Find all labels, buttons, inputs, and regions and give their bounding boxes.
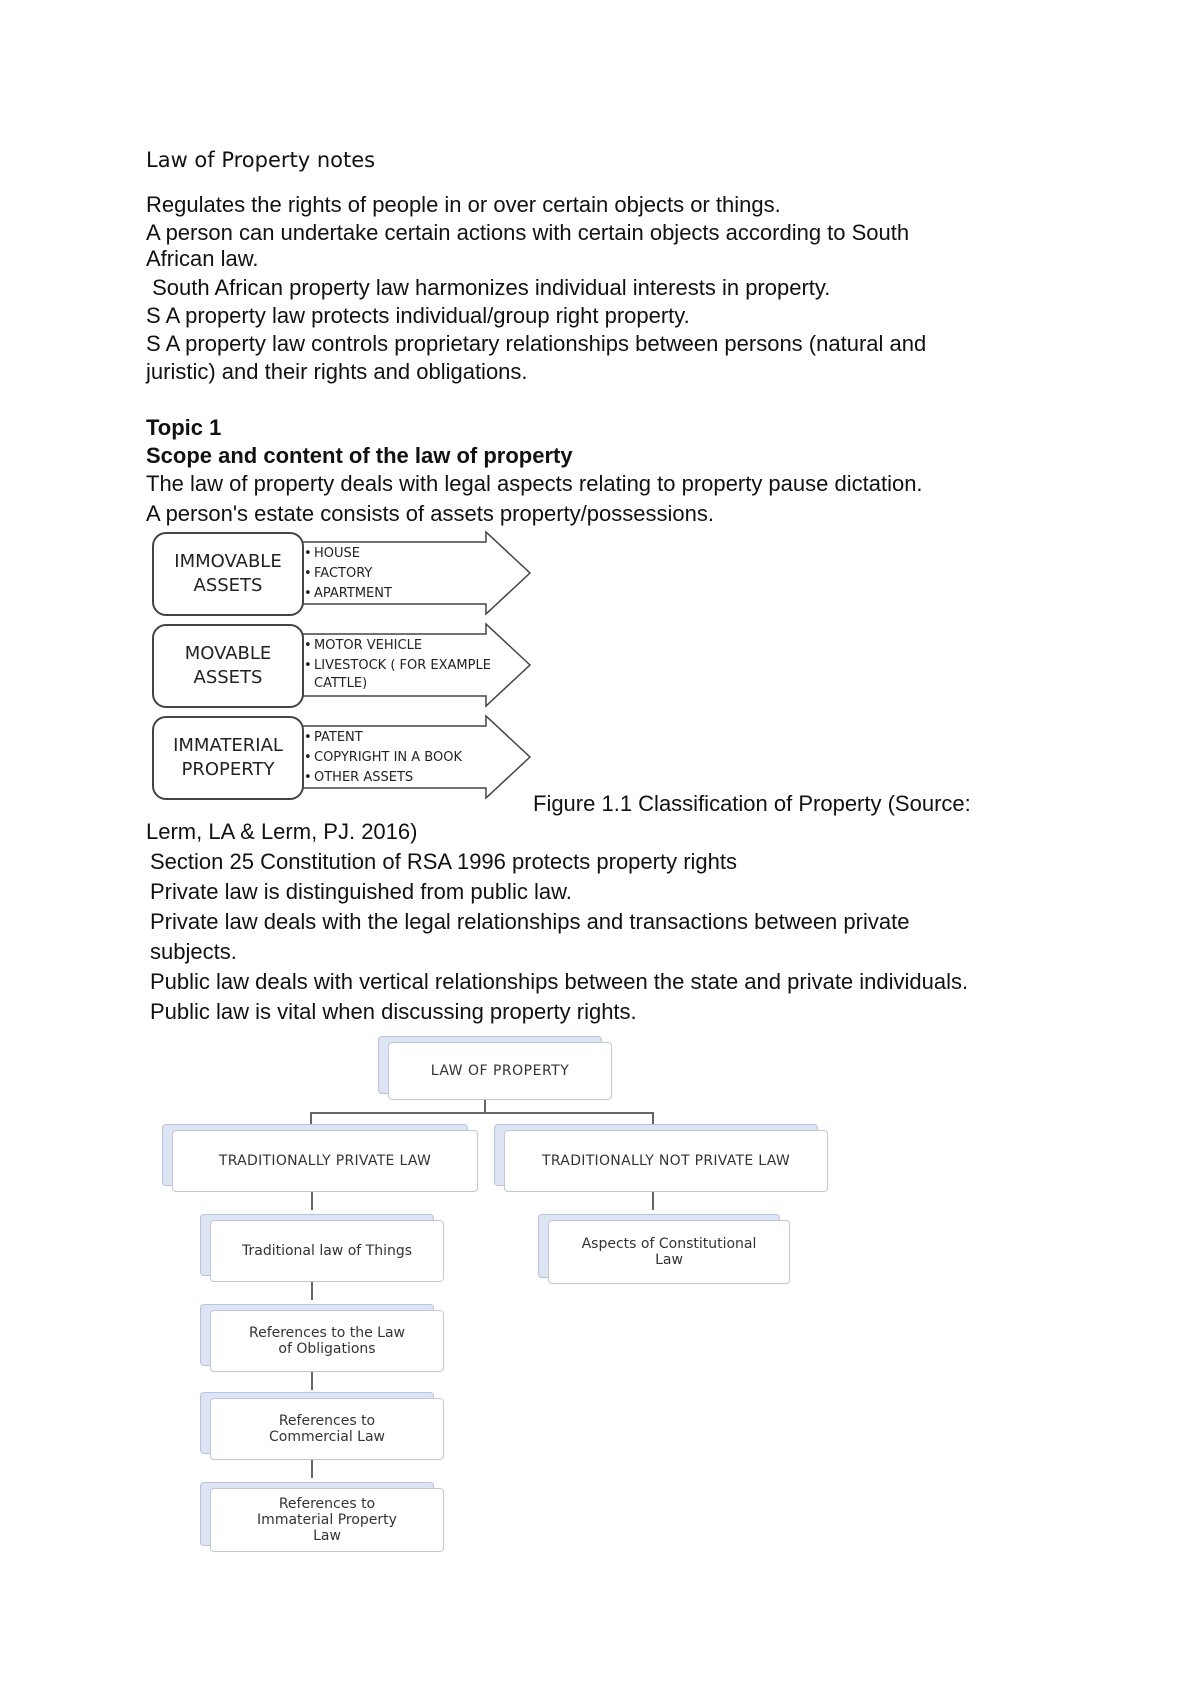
connector xyxy=(311,1280,313,1300)
connector xyxy=(311,1458,313,1478)
hierarchy-leaf: Aspects of Constitutional Law xyxy=(548,1220,790,1284)
connector xyxy=(484,1098,486,1112)
classification-row-immaterial xyxy=(150,714,535,800)
hierarchy-branch-private: TRADITIONALLY PRIVATE LAW xyxy=(172,1130,478,1192)
classification-items xyxy=(304,544,392,604)
classification-item: • PATENT xyxy=(304,730,363,745)
classification-label: MOVABLE ASSETS xyxy=(152,624,304,708)
body-line: Public law deals with vertical relationships between the state and private individuals. xyxy=(150,969,969,994)
hierarchy-branch-not-private: TRADITIONALLY NOT PRIVATE LAW xyxy=(504,1130,828,1192)
classification-item: • LIVESTOCK ( FOR EXAMPLE xyxy=(304,658,491,673)
intro-line: juristic) and their rights and obligations. xyxy=(146,359,528,384)
figure-caption-continued: Lerm, LA & Lerm, PJ. 2016) xyxy=(146,819,418,844)
classification-row-immovable xyxy=(150,530,535,616)
intro-line: African law. xyxy=(146,246,259,271)
connector xyxy=(311,1370,313,1390)
topic-heading: Scope and content of the law of property xyxy=(146,443,573,468)
body-line: Section 25 Constitution of RSA 1996 protects property rights xyxy=(150,849,737,874)
body-line: Private law is distinguished from public law. xyxy=(150,879,572,904)
classification-item: • MOTOR VEHICLE xyxy=(304,638,423,653)
intro-line: South African property law harmonizes individual interests in property. xyxy=(146,275,831,300)
classification-items xyxy=(304,636,491,694)
intro-line: A person can undertake certain actions with certain objects according to South xyxy=(146,220,910,245)
classification-item: • APARTMENT xyxy=(304,586,392,601)
classification-label: IMMATERIAL PROPERTY xyxy=(152,716,304,800)
classification-items xyxy=(304,728,462,788)
topic-line: A person's estate consists of assets property/possessions. xyxy=(146,501,714,526)
classification-figure xyxy=(150,530,535,802)
connector xyxy=(310,1112,654,1114)
connector xyxy=(652,1190,654,1210)
hierarchy-leaf: References to Commercial Law xyxy=(210,1398,444,1460)
connector xyxy=(310,1112,312,1128)
hierarchy-leaf: References to the Law of Obligations xyxy=(210,1310,444,1372)
hierarchy-leaf: Traditional law of Things xyxy=(210,1220,444,1282)
classification-label: IMMOVABLE ASSETS xyxy=(152,532,304,616)
figure-caption: Figure 1.1 Classification of Property (Source: xyxy=(533,791,971,816)
classification-item: • HOUSE xyxy=(304,546,360,561)
hierarchy-root: LAW OF PROPERTY xyxy=(388,1042,612,1100)
hierarchy-leaf: References to Immaterial Property Law xyxy=(210,1488,444,1552)
classification-item: CATTLE) xyxy=(314,676,368,691)
body-line: Public law is vital when discussing property rights. xyxy=(150,999,637,1024)
connector xyxy=(652,1112,654,1128)
classification-row-movable xyxy=(150,622,535,708)
topic-label: Topic 1 xyxy=(146,415,222,440)
topic-line: The law of property deals with legal aspects relating to property pause dictation. xyxy=(146,471,923,496)
intro-line: S A property law protects individual/group right property. xyxy=(146,303,690,328)
document-title: Law of Property notes xyxy=(146,148,376,172)
classification-item: • FACTORY xyxy=(304,566,373,581)
intro-line: Regulates the rights of people in or over certain objects or things. xyxy=(146,192,781,217)
connector xyxy=(311,1190,313,1210)
classification-item: • COPYRIGHT IN A BOOK xyxy=(304,750,462,765)
intro-line: S A property law controls proprietary relationships between persons (natural and xyxy=(146,331,927,356)
classification-item: • OTHER ASSETS xyxy=(304,770,414,785)
body-line: Private law deals with the legal relationships and transactions between private xyxy=(150,909,910,934)
body-line: subjects. xyxy=(150,939,237,964)
